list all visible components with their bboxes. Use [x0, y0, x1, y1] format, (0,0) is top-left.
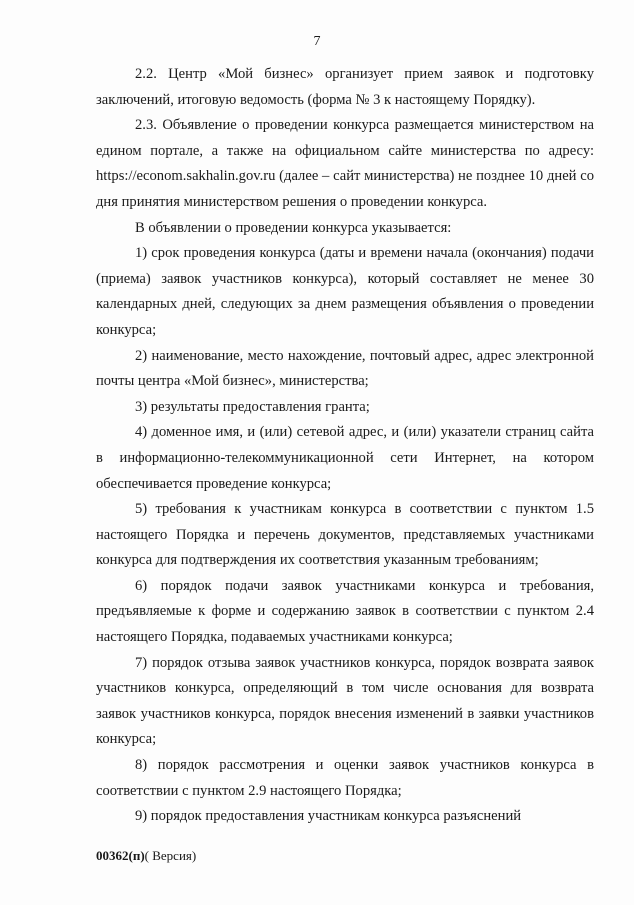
list-item-3: 3) результаты предоставления гранта;: [135, 398, 370, 415]
list-item-7: 7) порядок отзыва заявок участников конкурса, порядок возврата заявок участников конкурса, определяющий в том числе основания для возврата заявок участников конкурса, порядок внесения изменений в заявки участников конкурса;: [96, 654, 594, 748]
paragraph-2-3: 2.3. Объявление о проведении конкурса размещается министерством на едином портале, а также на официальном сайте министерства по адресу: https://econom.sakhalin.gov.ru (далее – сайт министерства) не позднее 10 дней со дня принятия министерством решения о проведении конкурса.: [96, 117, 594, 210]
list-item-4: 4) доменное имя, и (или) сетевой адрес, и (или) указатели страниц сайта в информационно-телекоммуникационной сети Интернет, на котором обеспечивается проведение конкурса;: [96, 424, 594, 492]
document-code: 00362(п): [96, 848, 145, 863]
document-footer: [96, 848, 196, 864]
paragraph-2-2: 2.2. Центр «Мой бизнес» организует прием заявок и подготовку заключений, итоговую ведомость (форма № 3 к настоящему Порядку).: [96, 66, 594, 108]
list-item-6: 6) порядок подачи заявок участниками конкурса и требования, предъявляемые к форме и содержанию заявок в соответствии с пунктом 2.4 настоящего Порядка, подаваемых участниками конкурса;: [96, 577, 594, 646]
document-version: ( Версия): [144, 848, 197, 863]
list-item-9: 9) порядок предоставления участникам конкурса разъяснений: [135, 808, 522, 825]
paragraph-announcement-intro: В объявлении о проведении конкурса указывается:: [135, 219, 452, 236]
list-item-8: 8) порядок рассмотрения и оценки заявок участников конкурса в соответствии с пунктом 2.9 настоящего Порядка;: [96, 757, 594, 799]
list-item-2: 2) наименование, место нахождение, почтовый адрес, адрес электронной почты центра «Мой бизнес», министерства;: [96, 347, 594, 390]
page-number: 7: [313, 34, 321, 49]
list-item-5: 5) требования к участникам конкурса в соответствии с пунктом 1.5 настоящего Порядка и перечень документов, представляемых участниками конкурса для подтверждения их соответствия указанным требованиям;: [96, 501, 594, 569]
list-item-1: 1) срок проведения конкурса (даты и времени начала (окончания) подачи (приема) заявок участников конкурса), который составляет не менее 30 календарных дней, следующих за днем размещения объявления о проведении конкурса;: [96, 245, 594, 338]
document-body: [96, 62, 594, 830]
